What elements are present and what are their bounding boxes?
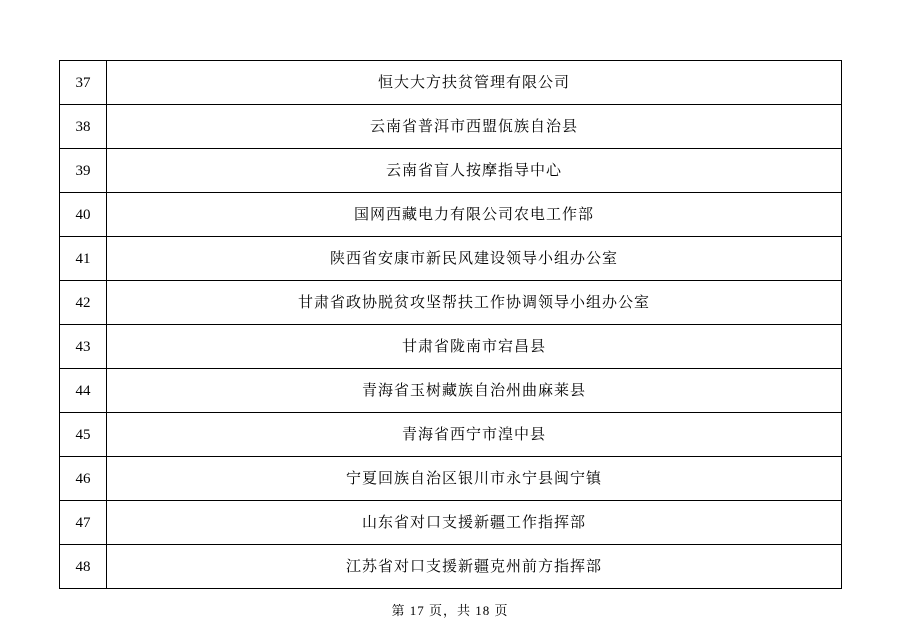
table-row [60,369,842,413]
row-unit-name: 山东省对口支援新疆工作指挥部 [107,501,842,545]
table-body [60,61,842,589]
row-unit-name: 陕西省安康市新民风建设领导小组办公室 [107,237,842,281]
row-number: 44 [60,369,107,413]
row-unit-name: 江苏省对口支援新疆克州前方指挥部 [107,545,842,589]
row-number: 48 [60,545,107,589]
row-unit-name: 恒大大方扶贫管理有限公司 [107,61,842,105]
row-number: 37 [60,61,107,105]
row-number: 39 [60,149,107,193]
table-row [60,105,842,149]
page-footer: 第 17 页，共 18 页 [391,603,509,618]
table-row [60,501,842,545]
table-row [60,149,842,193]
row-unit-name: 青海省玉树藏族自治州曲麻莱县 [107,369,842,413]
row-number: 46 [60,457,107,501]
table-row [60,325,842,369]
unit-list-table [59,60,842,589]
row-number: 38 [60,105,107,149]
table-row [60,545,842,589]
row-unit-name: 国网西藏电力有限公司农电工作部 [107,193,842,237]
row-number: 45 [60,413,107,457]
table-row [60,457,842,501]
table-row [60,281,842,325]
unit-list-table-wrapper [59,60,842,589]
row-unit-name: 云南省盲人按摩指导中心 [107,149,842,193]
row-unit-name: 甘肃省政协脱贫攻坚帮扶工作协调领导小组办公室 [107,281,842,325]
row-unit-name: 甘肃省陇南市宕昌县 [107,325,842,369]
row-number: 47 [60,501,107,545]
table-row [60,413,842,457]
row-number: 41 [60,237,107,281]
row-number: 40 [60,193,107,237]
table-row [60,193,842,237]
row-unit-name: 云南省普洱市西盟佤族自治县 [107,105,842,149]
table-row [60,61,842,105]
row-number: 43 [60,325,107,369]
row-number: 42 [60,281,107,325]
row-unit-name: 宁夏回族自治区银川市永宁县闽宁镇 [107,457,842,501]
table-row [60,237,842,281]
row-unit-name: 青海省西宁市湟中县 [107,413,842,457]
